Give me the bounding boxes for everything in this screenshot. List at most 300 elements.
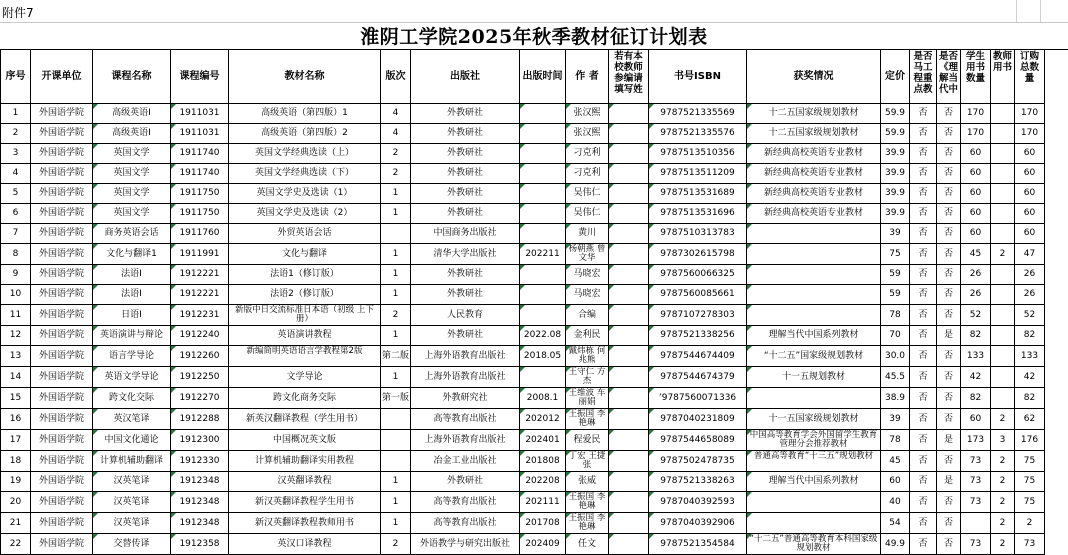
row-number[interactable]: 7 <box>1 224 31 244</box>
course-name-cell[interactable]: 中国文化通论 <box>93 430 171 451</box>
course-code-cell[interactable]: 1911031 <box>171 104 229 124</box>
price-cell[interactable]: 30.0 <box>881 346 910 367</box>
row-number[interactable]: 19 <box>1 472 31 492</box>
marxism-project-cell[interactable]: 否 <box>910 367 937 388</box>
textbook-name-cell[interactable]: 新英汉翻译教程（学生用书） <box>229 409 381 430</box>
teacher-copies-cell[interactable] <box>991 204 1015 224</box>
column-header[interactable]: 教材名称 <box>229 50 381 104</box>
marxism-project-cell[interactable]: 否 <box>910 285 937 305</box>
teacher-copies-cell[interactable] <box>991 305 1015 326</box>
teacher-copies-cell[interactable] <box>991 224 1015 244</box>
publisher-cell[interactable]: 外教研社 <box>411 164 520 184</box>
price-cell[interactable]: 54 <box>881 513 910 534</box>
publisher-cell[interactable]: 外教研社 <box>411 104 520 124</box>
author-cell[interactable]: 张汉熙 <box>566 104 609 124</box>
understanding-china-cell[interactable]: 否 <box>937 285 961 305</box>
understanding-china-cell[interactable]: 否 <box>937 534 961 555</box>
edition-cell[interactable]: 1 <box>381 492 411 513</box>
department-cell[interactable]: 外国语学院 <box>31 513 93 534</box>
publish-date-cell[interactable] <box>520 204 566 224</box>
publisher-cell[interactable]: 外教研社 <box>411 204 520 224</box>
publisher-cell[interactable]: 高等教育出版社 <box>411 513 520 534</box>
edition-cell[interactable]: 1 <box>381 265 411 285</box>
marxism-project-cell[interactable]: 否 <box>910 513 937 534</box>
row-number[interactable]: 8 <box>1 244 31 265</box>
author-cell[interactable]: 刁克利 <box>566 144 609 164</box>
publish-date-cell[interactable] <box>520 224 566 244</box>
isbn-cell[interactable]: 9787560085661 <box>649 285 747 305</box>
marxism-project-cell[interactable]: 否 <box>910 326 937 346</box>
column-header[interactable]: 教师用书 <box>991 50 1015 104</box>
edition-cell[interactable] <box>381 430 411 451</box>
marxism-project-cell[interactable]: 否 <box>910 184 937 204</box>
local-editor-cell[interactable] <box>609 326 649 346</box>
marxism-project-cell[interactable]: 否 <box>910 124 937 144</box>
student-copies-cell[interactable]: 60 <box>961 224 991 244</box>
price-cell[interactable]: 59 <box>881 265 910 285</box>
author-cell[interactable]: 吴伟仁 <box>566 204 609 224</box>
course-name-cell[interactable]: 英国文学 <box>93 204 171 224</box>
award-cell[interactable]: 十一五规划教材 <box>747 367 881 388</box>
department-cell[interactable]: 外国语学院 <box>31 326 93 346</box>
understanding-china-cell[interactable]: 否 <box>937 224 961 244</box>
textbook-name-cell[interactable]: 新版中日交流标准日本语（初级 上下册） <box>229 305 381 326</box>
publisher-cell[interactable]: 高等教育出版社 <box>411 492 520 513</box>
row-number[interactable]: 13 <box>1 346 31 367</box>
understanding-china-cell[interactable]: 否 <box>937 144 961 164</box>
textbook-name-cell[interactable]: 外贸英语会话 <box>229 224 381 244</box>
course-name-cell[interactable]: 文化与翻译1 <box>93 244 171 265</box>
student-copies-cell[interactable]: 170 <box>961 104 991 124</box>
price-cell[interactable]: 78 <box>881 430 910 451</box>
award-cell[interactable] <box>747 305 881 326</box>
course-name-cell[interactable]: 跨文化交际 <box>93 388 171 409</box>
author-cell[interactable]: 王振国 李艳琳 <box>566 492 609 513</box>
total-copies-cell[interactable]: 82 <box>1015 326 1045 346</box>
publisher-cell[interactable]: 冶金工业出版社 <box>411 451 520 472</box>
course-name-cell[interactable]: 交替传译 <box>93 534 171 555</box>
course-name-cell[interactable]: 英语文学导论 <box>93 367 171 388</box>
student-copies-cell[interactable]: 60 <box>961 409 991 430</box>
textbook-name-cell[interactable]: 英国文学史及选读（1） <box>229 184 381 204</box>
course-name-cell[interactable]: 高级英语Ⅰ <box>93 104 171 124</box>
student-copies-cell[interactable]: 60 <box>961 164 991 184</box>
isbn-cell[interactable]: 9787510313783 <box>649 224 747 244</box>
price-cell[interactable]: 45 <box>881 451 910 472</box>
textbook-name-cell[interactable]: 英国文学史及选读（2） <box>229 204 381 224</box>
isbn-cell[interactable]: 9787302615798 <box>649 244 747 265</box>
price-cell[interactable]: 45.5 <box>881 367 910 388</box>
author-cell[interactable]: 王振国 李艳琳 <box>566 513 609 534</box>
total-copies-cell[interactable]: 60 <box>1015 224 1045 244</box>
publisher-cell[interactable]: 清华大学出版社 <box>411 244 520 265</box>
edition-cell[interactable]: 第一版 <box>381 388 411 409</box>
department-cell[interactable]: 外国语学院 <box>31 346 93 367</box>
teacher-copies-cell[interactable] <box>991 184 1015 204</box>
publisher-cell[interactable]: 外教研究社 <box>411 388 520 409</box>
local-editor-cell[interactable] <box>609 346 649 367</box>
row-number[interactable]: 4 <box>1 164 31 184</box>
course-name-cell[interactable]: 汉英笔译 <box>93 492 171 513</box>
award-cell[interactable] <box>747 513 881 534</box>
row-number[interactable]: 5 <box>1 184 31 204</box>
student-copies-cell[interactable]: 60 <box>961 144 991 164</box>
understanding-china-cell[interactable]: 否 <box>937 388 961 409</box>
column-header[interactable]: 开课单位 <box>31 50 93 104</box>
course-name-cell[interactable]: 汉英笔译 <box>93 513 171 534</box>
textbook-name-cell[interactable]: 法语2（修订版） <box>229 285 381 305</box>
marxism-project-cell[interactable]: 否 <box>910 244 937 265</box>
price-cell[interactable]: 59.9 <box>881 124 910 144</box>
isbn-cell[interactable]: 9787502478735 <box>649 451 747 472</box>
award-cell[interactable]: 普通高等教育“十三五”规划教材 <box>747 451 881 472</box>
marxism-project-cell[interactable]: 否 <box>910 164 937 184</box>
edition-cell[interactable]: 1 <box>381 244 411 265</box>
understanding-china-cell[interactable]: 否 <box>937 104 961 124</box>
author-cell[interactable]: 刁克利 <box>566 164 609 184</box>
course-code-cell[interactable]: 1912288 <box>171 409 229 430</box>
textbook-name-cell[interactable]: 英汉口译教程 <box>229 534 381 555</box>
department-cell[interactable]: 外国语学院 <box>31 124 93 144</box>
teacher-copies-cell[interactable] <box>991 124 1015 144</box>
student-copies-cell[interactable]: 73 <box>961 492 991 513</box>
understanding-china-cell[interactable]: 否 <box>937 244 961 265</box>
teacher-copies-cell[interactable]: 2 <box>991 534 1015 555</box>
course-code-cell[interactable]: 1912300 <box>171 430 229 451</box>
course-code-cell[interactable]: 1912330 <box>171 451 229 472</box>
author-cell[interactable]: 程爱民 <box>566 430 609 451</box>
award-cell[interactable]: 新经典高校英语专业教材 <box>747 204 881 224</box>
marxism-project-cell[interactable]: 否 <box>910 451 937 472</box>
isbn-cell[interactable]: 9787040392593 <box>649 492 747 513</box>
local-editor-cell[interactable] <box>609 204 649 224</box>
local-editor-cell[interactable] <box>609 367 649 388</box>
course-code-cell[interactable]: 1912270 <box>171 388 229 409</box>
department-cell[interactable]: 外国语学院 <box>31 388 93 409</box>
row-number[interactable]: 17 <box>1 430 31 451</box>
teacher-copies-cell[interactable] <box>991 367 1015 388</box>
publish-date-cell[interactable] <box>520 104 566 124</box>
isbn-cell[interactable]: 9787107278303 <box>649 305 747 326</box>
understanding-china-cell[interactable]: 否 <box>937 305 961 326</box>
teacher-copies-cell[interactable] <box>991 104 1015 124</box>
marxism-project-cell[interactable]: 否 <box>910 534 937 555</box>
teacher-copies-cell[interactable] <box>991 144 1015 164</box>
publisher-cell[interactable]: 高等教育出版社 <box>411 409 520 430</box>
course-name-cell[interactable]: 商务英语会话 <box>93 224 171 244</box>
column-header[interactable]: 版次 <box>381 50 411 104</box>
local-editor-cell[interactable] <box>609 388 649 409</box>
row-number[interactable]: 6 <box>1 204 31 224</box>
department-cell[interactable]: 外国语学院 <box>31 104 93 124</box>
textbook-name-cell[interactable]: 汉英翻译教程 <box>229 472 381 492</box>
student-copies-cell[interactable]: 60 <box>961 204 991 224</box>
course-name-cell[interactable]: 法语Ⅰ <box>93 285 171 305</box>
local-editor-cell[interactable] <box>609 124 649 144</box>
local-editor-cell[interactable] <box>609 285 649 305</box>
row-number[interactable]: 21 <box>1 513 31 534</box>
author-cell[interactable]: 黄川 <box>566 224 609 244</box>
local-editor-cell[interactable] <box>609 164 649 184</box>
course-name-cell[interactable]: 日语Ⅰ <box>93 305 171 326</box>
edition-cell[interactable]: 2 <box>381 164 411 184</box>
row-number[interactable]: 11 <box>1 305 31 326</box>
award-cell[interactable]: 理解当代中国系列教材 <box>747 326 881 346</box>
row-number[interactable]: 3 <box>1 144 31 164</box>
isbn-cell[interactable]: 9787040231809 <box>649 409 747 430</box>
column-header[interactable]: 序号 <box>1 50 31 104</box>
textbook-name-cell[interactable]: 法语1（修订版） <box>229 265 381 285</box>
department-cell[interactable]: 外国语学院 <box>31 305 93 326</box>
column-header[interactable]: 获奖情况 <box>747 50 881 104</box>
teacher-copies-cell[interactable] <box>991 285 1015 305</box>
row-number[interactable]: 14 <box>1 367 31 388</box>
isbn-cell[interactable]: 9787521338263 <box>649 472 747 492</box>
marxism-project-cell[interactable]: 否 <box>910 409 937 430</box>
column-header[interactable]: 订购总数量 <box>1015 50 1045 104</box>
price-cell[interactable]: 60 <box>881 472 910 492</box>
award-cell[interactable]: 十二五国家级规划教材 <box>747 104 881 124</box>
marxism-project-cell[interactable]: 否 <box>910 388 937 409</box>
teacher-copies-cell[interactable]: 2 <box>991 244 1015 265</box>
publisher-cell[interactable]: 上海外语教育出版社 <box>411 430 520 451</box>
isbn-cell[interactable]: 9787560066325 <box>649 265 747 285</box>
total-copies-cell[interactable]: 26 <box>1015 285 1045 305</box>
edition-cell[interactable]: 1 <box>381 204 411 224</box>
textbook-name-cell[interactable]: 计算机辅助翻译实用教程 <box>229 451 381 472</box>
row-number[interactable]: 22 <box>1 534 31 555</box>
student-copies-cell[interactable]: 73 <box>961 472 991 492</box>
course-name-cell[interactable]: 高级英语Ⅰ <box>93 124 171 144</box>
local-editor-cell[interactable] <box>609 305 649 326</box>
total-copies-cell[interactable]: 75 <box>1015 492 1045 513</box>
publisher-cell[interactable]: 外教研社 <box>411 144 520 164</box>
row-number[interactable]: 12 <box>1 326 31 346</box>
price-cell[interactable]: 39.9 <box>881 164 910 184</box>
isbn-cell[interactable]: 9787544658089 <box>649 430 747 451</box>
publish-date-cell[interactable] <box>520 265 566 285</box>
marxism-project-cell[interactable]: 否 <box>910 104 937 124</box>
publisher-cell[interactable]: 中国商务出版社 <box>411 224 520 244</box>
price-cell[interactable]: 39.9 <box>881 184 910 204</box>
column-header[interactable]: 是否《理解当代中 <box>937 50 961 104</box>
course-code-cell[interactable]: 1911740 <box>171 144 229 164</box>
total-copies-cell[interactable]: 170 <box>1015 124 1045 144</box>
author-cell[interactable]: 王守仁 方杰 <box>566 367 609 388</box>
teacher-copies-cell[interactable]: 2 <box>991 513 1015 534</box>
understanding-china-cell[interactable]: 否 <box>937 164 961 184</box>
publish-date-cell[interactable]: 202211 <box>520 244 566 265</box>
department-cell[interactable]: 外国语学院 <box>31 534 93 555</box>
publish-date-cell[interactable] <box>520 305 566 326</box>
award-cell[interactable]: 十一五国家级规划教材 <box>747 409 881 430</box>
total-copies-cell[interactable]: 176 <box>1015 430 1045 451</box>
textbook-name-cell[interactable]: 高级英语（第四版）1 <box>229 104 381 124</box>
total-copies-cell[interactable]: 73 <box>1015 534 1045 555</box>
publish-date-cell[interactable]: 2018.05 <box>520 346 566 367</box>
department-cell[interactable]: 外国语学院 <box>31 430 93 451</box>
total-copies-cell[interactable]: 52 <box>1015 305 1045 326</box>
award-cell[interactable]: 新经典高校英语专业教材 <box>747 184 881 204</box>
textbook-name-cell[interactable]: 英国文学经典选读（下） <box>229 164 381 184</box>
row-number[interactable]: 18 <box>1 451 31 472</box>
course-code-cell[interactable]: 1912240 <box>171 326 229 346</box>
edition-cell[interactable] <box>381 451 411 472</box>
publish-date-cell[interactable] <box>520 124 566 144</box>
author-cell[interactable]: 马晓宏 <box>566 265 609 285</box>
total-copies-cell[interactable]: 47 <box>1015 244 1045 265</box>
understanding-china-cell[interactable]: 否 <box>937 346 961 367</box>
price-cell[interactable]: 78 <box>881 305 910 326</box>
local-editor-cell[interactable] <box>609 144 649 164</box>
student-copies-cell[interactable]: 82 <box>961 388 991 409</box>
student-copies-cell[interactable]: 26 <box>961 285 991 305</box>
total-copies-cell[interactable]: 75 <box>1015 472 1045 492</box>
course-name-cell[interactable]: 英国文学 <box>93 184 171 204</box>
award-cell[interactable] <box>747 388 881 409</box>
column-header[interactable]: 出版时间 <box>520 50 566 104</box>
column-header[interactable]: 是否马工程重点教 <box>910 50 937 104</box>
author-cell[interactable]: 王振国 李艳琳 <box>566 409 609 430</box>
award-cell[interactable]: 理解当代中国系列教材 <box>747 472 881 492</box>
award-cell[interactable] <box>747 244 881 265</box>
column-header[interactable]: 课程编号 <box>171 50 229 104</box>
local-editor-cell[interactable] <box>609 244 649 265</box>
price-cell[interactable]: 75 <box>881 244 910 265</box>
edition-cell[interactable]: 1 <box>381 285 411 305</box>
student-copies-cell[interactable]: 73 <box>961 451 991 472</box>
edition-cell[interactable]: 4 <box>381 124 411 144</box>
attachment-caption[interactable]: 附件7 <box>2 6 34 20</box>
column-header[interactable]: 学生用书数量 <box>961 50 991 104</box>
teacher-copies-cell[interactable]: 2 <box>991 492 1015 513</box>
edition-cell[interactable]: 1 <box>381 513 411 534</box>
course-code-cell[interactable]: 1911031 <box>171 124 229 144</box>
course-code-cell[interactable]: 1911760 <box>171 224 229 244</box>
textbook-name-cell[interactable]: 中国概况英文版 <box>229 430 381 451</box>
price-cell[interactable]: 59.9 <box>881 104 910 124</box>
isbn-cell[interactable]: 9787040392906 <box>649 513 747 534</box>
total-copies-cell[interactable]: 82 <box>1015 388 1045 409</box>
award-cell[interactable]: 新经典高校英语专业教材 <box>747 164 881 184</box>
publish-date-cell[interactable]: 202409 <box>520 534 566 555</box>
course-name-cell[interactable]: 语言学导论 <box>93 346 171 367</box>
course-code-cell[interactable]: 1911750 <box>171 184 229 204</box>
award-cell[interactable]: “十二五”普通高等教育本科国家级规划教材 <box>747 534 881 555</box>
publish-date-cell[interactable] <box>520 285 566 305</box>
teacher-copies-cell[interactable] <box>991 388 1015 409</box>
price-cell[interactable]: 38.9 <box>881 388 910 409</box>
local-editor-cell[interactable] <box>609 472 649 492</box>
row-number[interactable]: 16 <box>1 409 31 430</box>
understanding-china-cell[interactable]: 否 <box>937 184 961 204</box>
course-code-cell[interactable]: 1912231 <box>171 305 229 326</box>
student-copies-cell[interactable]: 133 <box>961 346 991 367</box>
author-cell[interactable]: 任文 <box>566 534 609 555</box>
publish-date-cell[interactable]: 201808 <box>520 451 566 472</box>
publisher-cell[interactable]: 外教研社 <box>411 265 520 285</box>
price-cell[interactable]: 70 <box>881 326 910 346</box>
department-cell[interactable]: 外国语学院 <box>31 204 93 224</box>
student-copies-cell[interactable]: 26 <box>961 265 991 285</box>
local-editor-cell[interactable] <box>609 534 649 555</box>
edition-cell[interactable]: 1 <box>381 326 411 346</box>
total-copies-cell[interactable]: 60 <box>1015 144 1045 164</box>
local-editor-cell[interactable] <box>609 224 649 244</box>
textbook-name-cell[interactable]: 文学导论 <box>229 367 381 388</box>
award-cell[interactable] <box>747 224 881 244</box>
textbook-name-cell[interactable]: 新汉英翻译教程教师用书 <box>229 513 381 534</box>
local-editor-cell[interactable] <box>609 184 649 204</box>
isbn-cell[interactable]: 9787544674379 <box>649 367 747 388</box>
understanding-china-cell[interactable]: 是 <box>937 430 961 451</box>
author-cell[interactable]: 马晓宏 <box>566 285 609 305</box>
row-number[interactable]: 10 <box>1 285 31 305</box>
award-cell[interactable]: 中国高等教育学会外国留学生教育管理分会推荐教材 <box>747 430 881 451</box>
publish-date-cell[interactable]: 2022.08 <box>520 326 566 346</box>
student-copies-cell[interactable]: 170 <box>961 124 991 144</box>
publish-date-cell[interactable]: 202111 <box>520 492 566 513</box>
student-copies-cell[interactable] <box>961 513 991 534</box>
course-code-cell[interactable]: 1912348 <box>171 513 229 534</box>
edition-cell[interactable] <box>381 409 411 430</box>
price-cell[interactable]: 39 <box>881 224 910 244</box>
course-code-cell[interactable]: 1912221 <box>171 265 229 285</box>
total-copies-cell[interactable]: 26 <box>1015 265 1045 285</box>
understanding-china-cell[interactable]: 否 <box>937 513 961 534</box>
marxism-project-cell[interactable]: 否 <box>910 492 937 513</box>
isbn-cell[interactable]: 9787513510356 <box>649 144 747 164</box>
marxism-project-cell[interactable]: 否 <box>910 346 937 367</box>
edition-cell[interactable]: 4 <box>381 104 411 124</box>
marxism-project-cell[interactable]: 否 <box>910 305 937 326</box>
course-name-cell[interactable]: 汉英笔译 <box>93 472 171 492</box>
course-code-cell[interactable]: 1911740 <box>171 164 229 184</box>
isbn-cell[interactable]: 9787521335576 <box>649 124 747 144</box>
teacher-copies-cell[interactable]: 2 <box>991 472 1015 492</box>
award-cell[interactable]: 十二五国家级规划教材 <box>747 124 881 144</box>
award-cell[interactable] <box>747 265 881 285</box>
department-cell[interactable]: 外国语学院 <box>31 367 93 388</box>
publish-date-cell[interactable]: 202208 <box>520 472 566 492</box>
department-cell[interactable]: 外国语学院 <box>31 409 93 430</box>
author-cell[interactable]: 杨朝燕 曾文华 <box>566 244 609 265</box>
edition-cell[interactable]: 2 <box>381 534 411 555</box>
isbn-cell[interactable]: ’9787560071336 <box>649 388 747 409</box>
edition-cell[interactable] <box>381 224 411 244</box>
understanding-china-cell[interactable]: 是 <box>937 326 961 346</box>
course-code-cell[interactable]: 1912358 <box>171 534 229 555</box>
row-number[interactable]: 20 <box>1 492 31 513</box>
publish-date-cell[interactable] <box>520 184 566 204</box>
teacher-copies-cell[interactable]: 3 <box>991 430 1015 451</box>
local-editor-cell[interactable] <box>609 430 649 451</box>
student-copies-cell[interactable]: 173 <box>961 430 991 451</box>
textbook-name-cell[interactable]: 新编简明英语语言学教程第2版 <box>229 346 381 367</box>
course-name-cell[interactable]: 英国文学 <box>93 144 171 164</box>
understanding-china-cell[interactable]: 否 <box>937 204 961 224</box>
column-header[interactable]: 定价 <box>881 50 910 104</box>
marxism-project-cell[interactable]: 否 <box>910 265 937 285</box>
marxism-project-cell[interactable]: 否 <box>910 144 937 164</box>
publisher-cell[interactable]: 外教研社 <box>411 472 520 492</box>
award-cell[interactable]: “十二五”国家级规划教材 <box>747 346 881 367</box>
isbn-cell[interactable]: 9787544674409 <box>649 346 747 367</box>
course-name-cell[interactable]: 英国文学 <box>93 164 171 184</box>
price-cell[interactable]: 40 <box>881 492 910 513</box>
edition-cell[interactable]: 1 <box>381 184 411 204</box>
course-code-cell[interactable]: 1911991 <box>171 244 229 265</box>
